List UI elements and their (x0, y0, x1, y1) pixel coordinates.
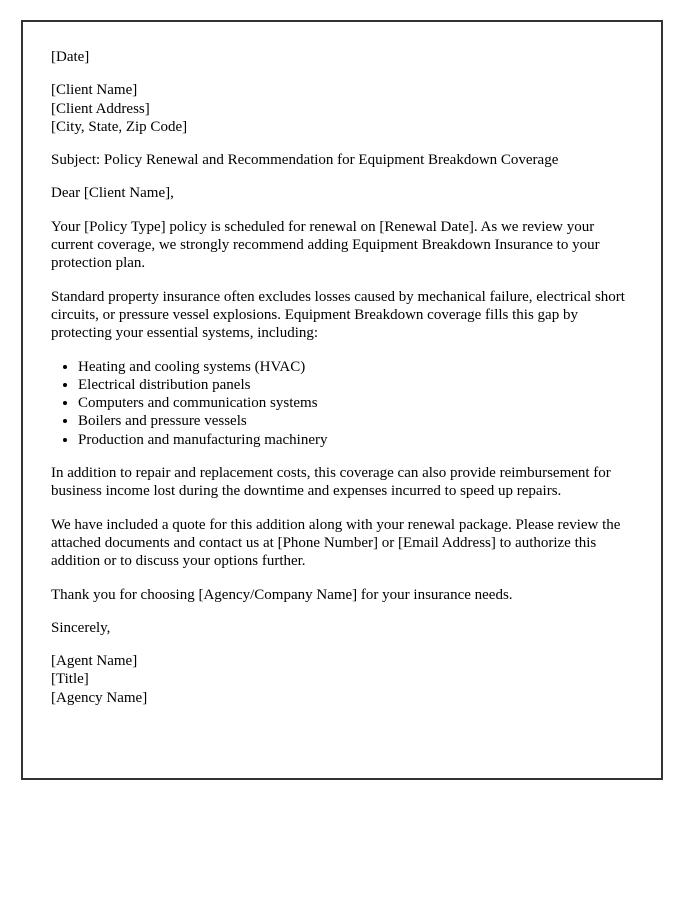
salutation: Dear [Client Name], (51, 185, 174, 202)
signature-agency-name: [Agency Name] (51, 689, 148, 706)
signature-block (51, 652, 637, 707)
coverage-list (51, 358, 637, 449)
list-item-machinery: • Production and manufacturing machinery (78, 431, 637, 449)
paragraph-thank-you: Thank you for choosing [Agency/Company Name] for your insurance needs. (51, 586, 513, 603)
list-item-boilers: • Boilers and pressure vessels (78, 412, 637, 430)
recipient-name: [Client Name] (51, 82, 138, 99)
recipient-city-state-zip: [City, State, Zip Code] (51, 118, 188, 135)
closing: Sincerely, (51, 619, 111, 636)
paragraph-quote-contact: We have included a quote for this addition along with your renewal package. Please review the attached documents and contact us at [Phone Number] or [Email Address] to authorize this addition or to discuss your options further. (51, 516, 621, 570)
letter-frame (21, 20, 663, 780)
list-item-computers: • Computers and communication systems (78, 394, 637, 412)
paragraph-coverage-gap: Standard property insurance often excludes losses caused by mechanical failure, electrical short circuits, or pressure vessel explosions. Equipment Breakdown coverage fills this gap by protecting your essential systems, including: (51, 288, 625, 342)
list-item-electrical-panels: • Electrical distribution panels (78, 376, 637, 394)
signature-title: [Title] (51, 671, 89, 688)
recipient-block (51, 81, 637, 136)
letter-body (23, 22, 663, 707)
paragraph-additional-benefits: In addition to repair and replacement costs, this coverage can also provide reimbursement for business income lost during the downtime and expenses incurred to speed up repairs. (51, 465, 611, 500)
subject-line: Subject: Policy Renewal and Recommendation for Equipment Breakdown Coverage (51, 152, 559, 169)
date-placeholder: [Date] (51, 49, 90, 65)
list-item-hvac: • Heating and cooling systems (HVAC) (78, 358, 637, 376)
recipient-address: [Client Address] (51, 100, 150, 117)
signature-agent-name: [Agent Name] (51, 653, 138, 670)
paragraph-renewal-intro: Your [Policy Type] policy is scheduled for renewal on [Renewal Date]. As we review your current coverage, we strongly recommend adding Equipment Breakdown Insurance to your protection plan. (51, 218, 600, 272)
